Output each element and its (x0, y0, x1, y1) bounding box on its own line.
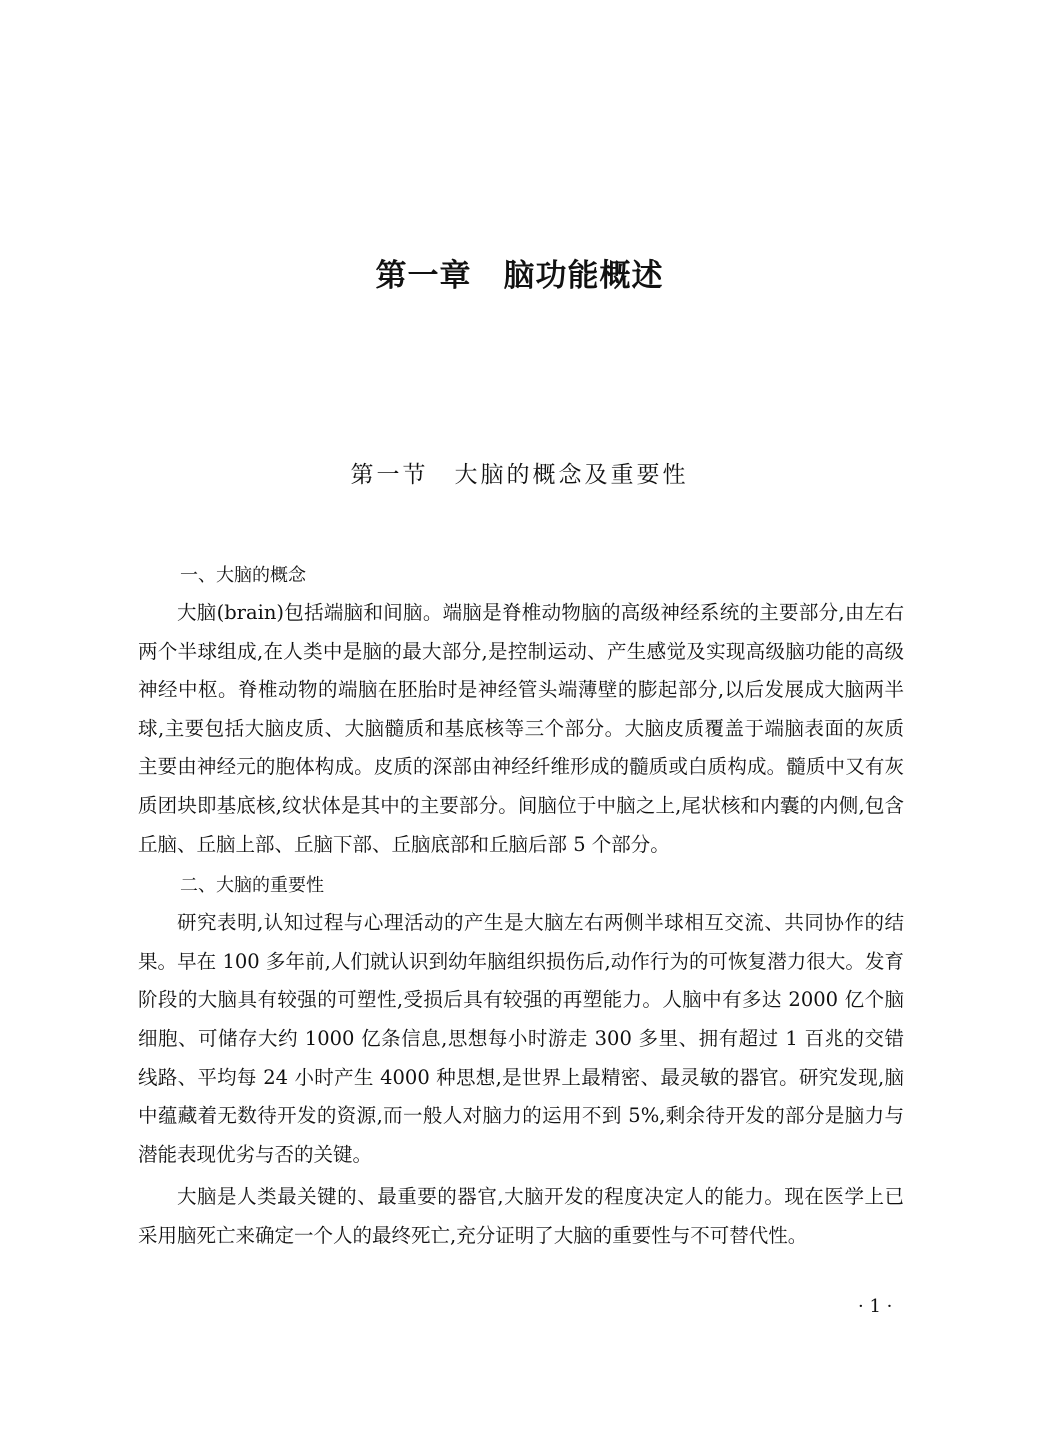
paragraph-importance-1: 研究表明,认知过程与心理活动的产生是大脑左右两侧半球相互交流、共同协作的结果。早在 100 多年前,人们就认识到幼年脑组织损伤后,动作行为的可恢复潜力很大。发育阶段的大脑具有较强的可塑性,受损后具有较强的再塑能力。人脑中有多达 2000 亿个脑细胞、可储存大约 1000 亿条信息,思想每小时游走 300 多里、拥有超过 1 百兆的交错线路、平均每 24 小时产生 4000 种思想,是世界上最精密、最灵敏的器官。研究发现,脑中蕴藏着无数待开发的资源,而一般人对脑力的运用不到 5%,剩余待开发的部分是脑力与潜能表现优劣与否的关键。 (138, 911, 904, 1166)
section-title: 第一节 大脑的概念及重要性 (350, 462, 689, 488)
body-text (138, 558, 904, 1256)
chapter-title: 第一章 脑功能概述 (375, 258, 664, 294)
page-number: · 1 · (858, 1296, 893, 1317)
subheading-importance: 二、大脑的重要性 (180, 875, 324, 897)
subheading-concept: 一、大脑的概念 (180, 565, 306, 586)
paragraph-importance-2: 大脑是人类最关键的、最重要的器官,大脑开发的程度决定人的能力。现在医学上已采用脑死亡来确定一个人的最终死亡,充分证明了大脑的重要性与不可替代性。 (138, 1185, 904, 1247)
paragraph-concept: 大脑(brain)包括端脑和间脑。端脑是脊椎动物脑的高级神经系统的主要部分,由左右两个半球组成,在人类中是脑的最大部分,是控制运动、产生感觉及实现高级脑功能的高级神经中枢。脊椎动物的端脑在胚胎时是神经管头端薄壁的膨起部分,以后发展成大脑两半球,主要包括大脑皮质、大脑髓质和基底核等三个部分。大脑皮质覆盖于端脑表面的灰质主要由神经元的胞体构成。皮质的深部由神经纤维形成的髓质或白质构成。髓质中又有灰质团块即基底核,纹状体是其中的主要部分。间脑位于中脑之上,尾状核和内囊的内侧,包含丘脑、丘脑上部、丘脑下部、丘脑底部和丘脑后部 5 个部分。 (138, 601, 904, 856)
